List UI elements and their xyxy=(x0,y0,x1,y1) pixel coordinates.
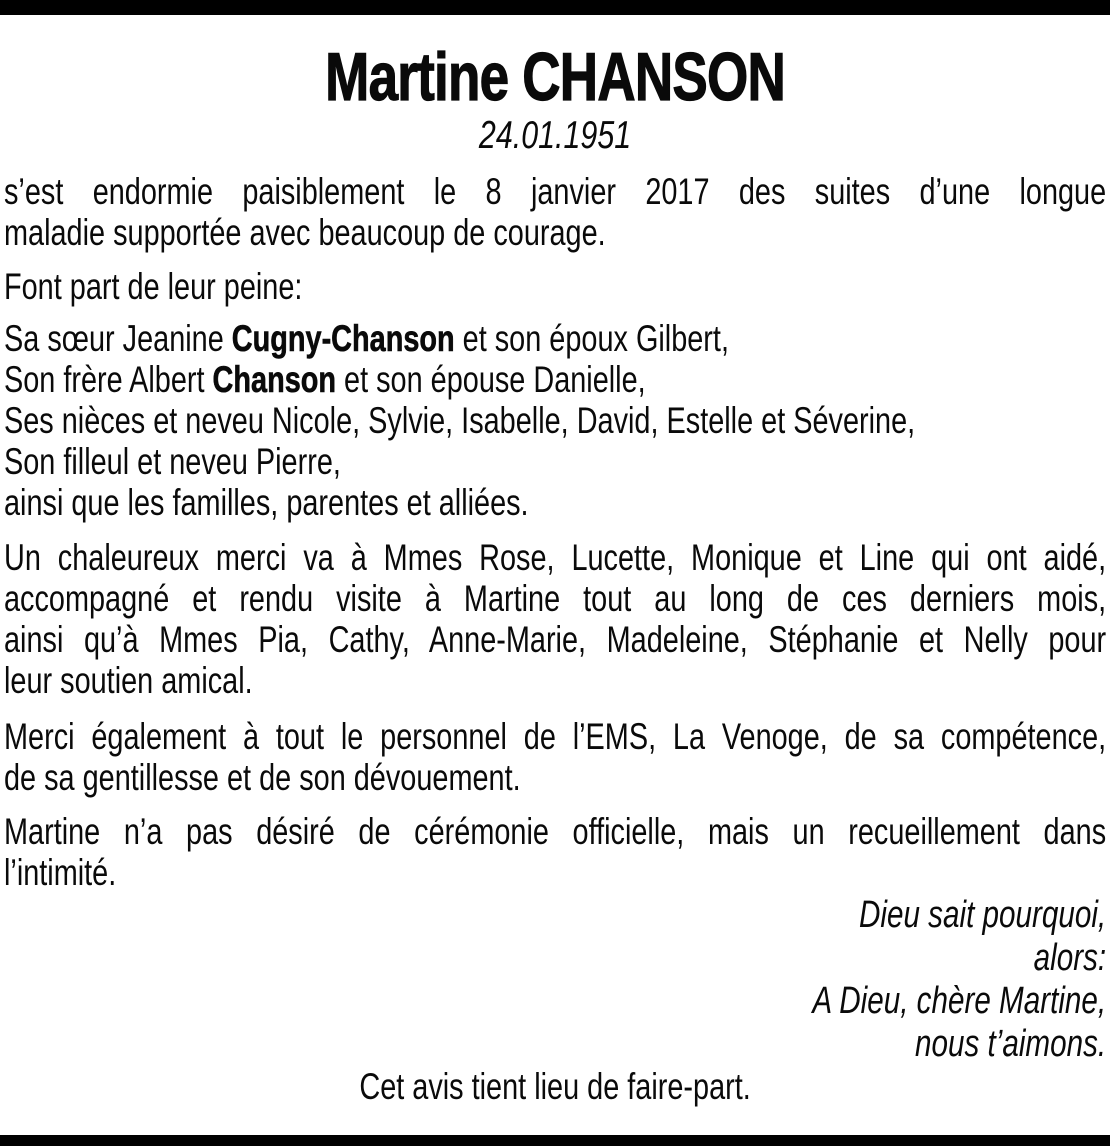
notice-content xyxy=(4,15,1106,1107)
faire-part-footer-line: Cet avis tient lieu de faire-part. xyxy=(359,1066,751,1107)
farewell-verse xyxy=(4,894,1106,1066)
birth-date: 24.01.1951 xyxy=(478,114,632,157)
text-line: Dieu sait pourquoi, xyxy=(858,894,1107,936)
text-line xyxy=(4,318,1106,359)
text-line: Martine n’a pas désiré de cérémonie officielle, mais un recueillement dans xyxy=(4,811,1107,852)
text-line xyxy=(4,359,1106,400)
text-line: s’est endormie paisiblement le 8 janvier 2017 des suites d’une longue xyxy=(4,171,1107,212)
text-line: de sa gentillesse et de son dévouement. xyxy=(4,757,521,798)
text-line: Merci également à tout le personnel de l’EMS, La Venoge, de sa compétence, xyxy=(4,716,1107,757)
thanks-caregivers-paragraph xyxy=(4,537,1106,701)
text-line: A Dieu, chère Martine, xyxy=(812,980,1107,1022)
text-line: leur soutien amical. xyxy=(4,660,253,701)
intro-paragraph xyxy=(4,171,1106,253)
family-surname-bold: Cugny-Chanson xyxy=(231,318,455,359)
text-line: ainsi qu’à Mmes Pia, Cathy, Anne-Marie, Madeleine, Stéphanie et Nelly pour xyxy=(4,619,1107,660)
text-line: alors: xyxy=(1033,937,1107,979)
text-segment: Sa sœur Jeanine xyxy=(4,318,232,359)
announcement-line: Font part de leur peine: xyxy=(4,266,303,307)
text-line: nous t’aimons. xyxy=(915,1023,1107,1065)
text-segment: Ses nièces et neveu Nicole, Sylvie, Isabelle, David, Estelle et Séverine, xyxy=(4,400,916,441)
text-segment: et son époux Gilbert, xyxy=(454,318,729,359)
family-list xyxy=(4,318,1106,523)
bottom-rule-bar xyxy=(0,1135,1110,1146)
text-segment: Son frère Albert xyxy=(4,359,213,400)
top-rule-bar xyxy=(0,0,1110,15)
ceremony-paragraph xyxy=(4,811,1106,893)
deceased-name-title: Martine CHANSON xyxy=(325,39,785,115)
text-line: l’intimité. xyxy=(4,852,117,893)
notice-text-column xyxy=(4,41,1106,1107)
text-line: accompagné et rendu visite à Martine tout au long de ces derniers mois, xyxy=(4,578,1107,619)
text-line xyxy=(4,482,1106,523)
text-segment: et son épouse Danielle, xyxy=(336,359,646,400)
text-line xyxy=(4,400,1106,441)
text-line: maladie supportée avec beaucoup de courage. xyxy=(4,212,606,253)
thanks-ems-paragraph xyxy=(4,716,1106,798)
text-line: Un chaleureux merci va à Mmes Rose, Lucette, Monique et Line qui ont aidé, xyxy=(4,537,1107,578)
text-line xyxy=(4,441,1106,482)
text-segment: Son filleul et neveu Pierre, xyxy=(4,441,341,482)
family-surname-bold: Chanson xyxy=(212,359,337,400)
text-segment: ainsi que les familles, parentes et alliées. xyxy=(4,482,529,523)
